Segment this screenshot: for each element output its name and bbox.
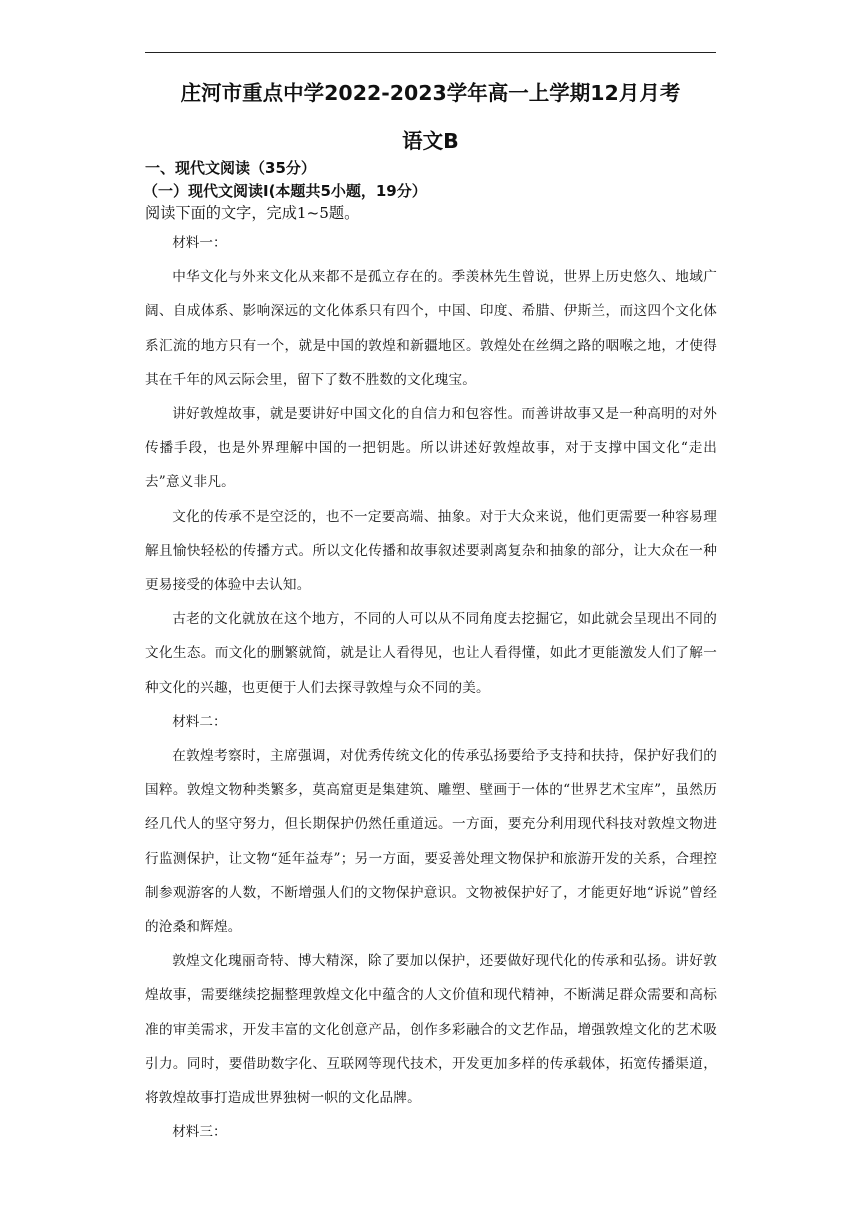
- material-two-paragraph-2: 敦煌文化瑰丽奇特、博大精深，除了要加以保护，还要做好现代化的传承和弘扬。讲好敦煌故事，需要继续挖掘整理敦煌文化中蕴含的人文价值和现代精神，不断满足群众需要和高标准的审美需求，开发丰富的文化创意产品，创作多彩融合的文艺作品，增强敦煌文化的艺术吸引力。同时，要借助数字化、互联网等现代技术，开发更加多样的传承载体，拓宽传播渠道，将敦煌故事打造成世界独树一帜的文化品牌。: [145, 953, 717, 1107]
- material-two-label: 材料二：: [172, 713, 227, 730]
- header-rule: [145, 52, 716, 53]
- reading-passage: [145, 226, 717, 1149]
- section-heading: 一、现代文阅读（35分）: [145, 159, 316, 177]
- material-one-label: 材料一：: [172, 235, 227, 251]
- subsection-heading: （一）现代文阅读Ⅰ(本题共5小题，19分）: [143, 182, 427, 200]
- material-two-paragraph-1: 在敦煌考察时，主席强调，对优秀传统文化的传承弘扬要给予支持和扶持，保护好我们的国粹。敦煌文物种类繁多，莫高窟更是集建筑、雕塑、壁画于一体的“世界艺术宝库”，虽然历经几代人的坚守努力，但长期保护仍然任重道远。一方面，要充分利用现代科技对敦煌文物进行监测保护，让文物“延年益寿”；另一方面，要妥善处理文物保护和旅游开发的关系，合理控制参观游客的人数，不断增强人们的文物保护意识。文物被保护好了，才能更好地“诉说”曾经的沧桑和辉煌。: [145, 748, 717, 936]
- material-one-paragraph-2: 讲好敦煌故事，就是要讲好中国文化的自信力和包容性。而善讲故事又是一种高明的对外传播手段，也是外界理解中国的一把钥匙。所以讲述好敦煌故事，对于支撑中国文化“走出去”意义非凡。: [145, 406, 717, 491]
- material-one-paragraph-3: 文化的传承不是空泛的，也不一定要高端、抽象。对于大众来说，他们更需要一种容易理解且愉快轻松的传播方式。所以文化传播和故事叙述要剥离复杂和抽象的部分，让大众在一种更易接受的体验中去认知。: [145, 508, 717, 594]
- exam-subtitle: 语文B: [402, 129, 459, 153]
- exam-title: 庄河市重点中学2022-2023学年高一上学期12月月考: [180, 81, 681, 105]
- reading-instruction: 阅读下面的文字，完成1~5题。: [145, 204, 360, 222]
- material-three-label: 材料三：: [172, 1124, 227, 1141]
- material-one-paragraph-1: 中华文化与外来文化从来都不是孤立存在的。季羡林先生曾说，世界上历史悠久、地域广阔、自成体系、影响深远的文化体系只有四个，中国、印度、希腊、伊斯兰，而这四个文化体系汇流的地方只有一个，就是中国的敦煌和新疆地区。敦煌处在丝绸之路的咽喉之地，才使得其在千年的风云际会里，留下了数不胜数的文化瑰宝。: [145, 269, 717, 388]
- material-one-paragraph-4: 古老的文化就放在这个地方，不同的人可以从不同角度去挖掘它，如此就会呈现出不同的文化生态。而文化的删繁就简，就是让人看得见，也让人看得懂，如此才更能激发人们了解一种文化的兴趣，也更便于人们去探寻敦煌与众不同的美。: [145, 611, 717, 696]
